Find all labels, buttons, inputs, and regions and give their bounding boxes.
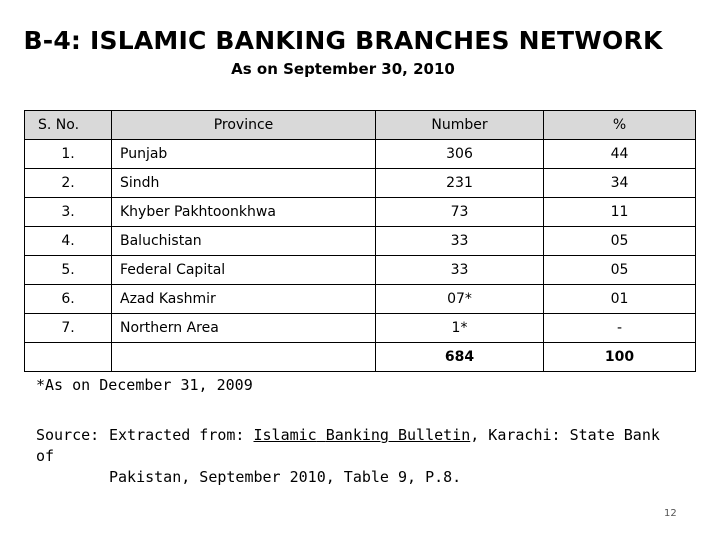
total-number: 684	[376, 343, 544, 372]
page-number: 12	[664, 508, 677, 519]
branches-table	[24, 110, 696, 372]
source-word-banking: Banking	[325, 426, 389, 444]
cell-number: 231	[376, 169, 544, 198]
source-line-2: Pakistan, September 2010, Table 9, P.8.	[109, 468, 462, 486]
header-sno: S. No.	[25, 111, 112, 140]
header-number: Number	[376, 111, 544, 140]
cell-percent: -	[544, 314, 696, 343]
cell-percent: 44	[544, 140, 696, 169]
source-word-bulletin: Bulletin	[398, 426, 471, 444]
table-row	[25, 285, 696, 314]
footnote: *As on December 31, 2009	[36, 376, 253, 394]
table-row	[25, 256, 696, 285]
cell-province: Northern Area	[112, 314, 376, 343]
table-header-row	[25, 111, 696, 140]
source-part1: Extracted from:	[109, 426, 254, 444]
cell-percent: 34	[544, 169, 696, 198]
header-province: Province	[112, 111, 376, 140]
cell-number: 33	[376, 227, 544, 256]
cell-province: Punjab	[112, 140, 376, 169]
cell-sno: 1.	[25, 140, 112, 169]
source-label: Source:	[36, 426, 100, 444]
cell-sno: 6.	[25, 285, 112, 314]
table-row	[25, 198, 696, 227]
page-title: B-4: ISLAMIC BANKING BRANCHES NETWORK	[23, 26, 663, 55]
cell-percent: 05	[544, 227, 696, 256]
source-word-islamic: Islamic	[253, 426, 317, 444]
table-row	[25, 169, 696, 198]
cell-number: 07*	[376, 285, 544, 314]
header-percent: %	[544, 111, 696, 140]
table-row	[25, 314, 696, 343]
source-line-1	[36, 425, 686, 467]
cell-sno: 3.	[25, 198, 112, 227]
cell-province: Sindh	[112, 169, 376, 198]
source-part2: , Karachi: State Bank of	[36, 426, 660, 465]
table-row	[25, 140, 696, 169]
cell-number: 306	[376, 140, 544, 169]
cell-sno: 7.	[25, 314, 112, 343]
cell-sno: 4.	[25, 227, 112, 256]
cell-total-empty-sno	[25, 343, 112, 372]
cell-number: 1*	[376, 314, 544, 343]
cell-sno: 2.	[25, 169, 112, 198]
source-note	[36, 425, 686, 488]
cell-percent: 01	[544, 285, 696, 314]
total-percent: 100	[544, 343, 696, 372]
table-row	[25, 227, 696, 256]
cell-province: Baluchistan	[112, 227, 376, 256]
page-subtitle: As on September 30, 2010	[231, 60, 455, 78]
cell-number: 33	[376, 256, 544, 285]
cell-percent: 11	[544, 198, 696, 227]
cell-province: Azad Kashmir	[112, 285, 376, 314]
cell-province: Federal Capital	[112, 256, 376, 285]
cell-number: 73	[376, 198, 544, 227]
source-space-2	[389, 426, 398, 444]
cell-percent: 05	[544, 256, 696, 285]
table-total-row	[25, 343, 696, 372]
cell-total-empty-province	[112, 343, 376, 372]
source-space-1	[317, 426, 326, 444]
cell-province: Khyber Pakhtoonkhwa	[112, 198, 376, 227]
cell-sno: 5.	[25, 256, 112, 285]
